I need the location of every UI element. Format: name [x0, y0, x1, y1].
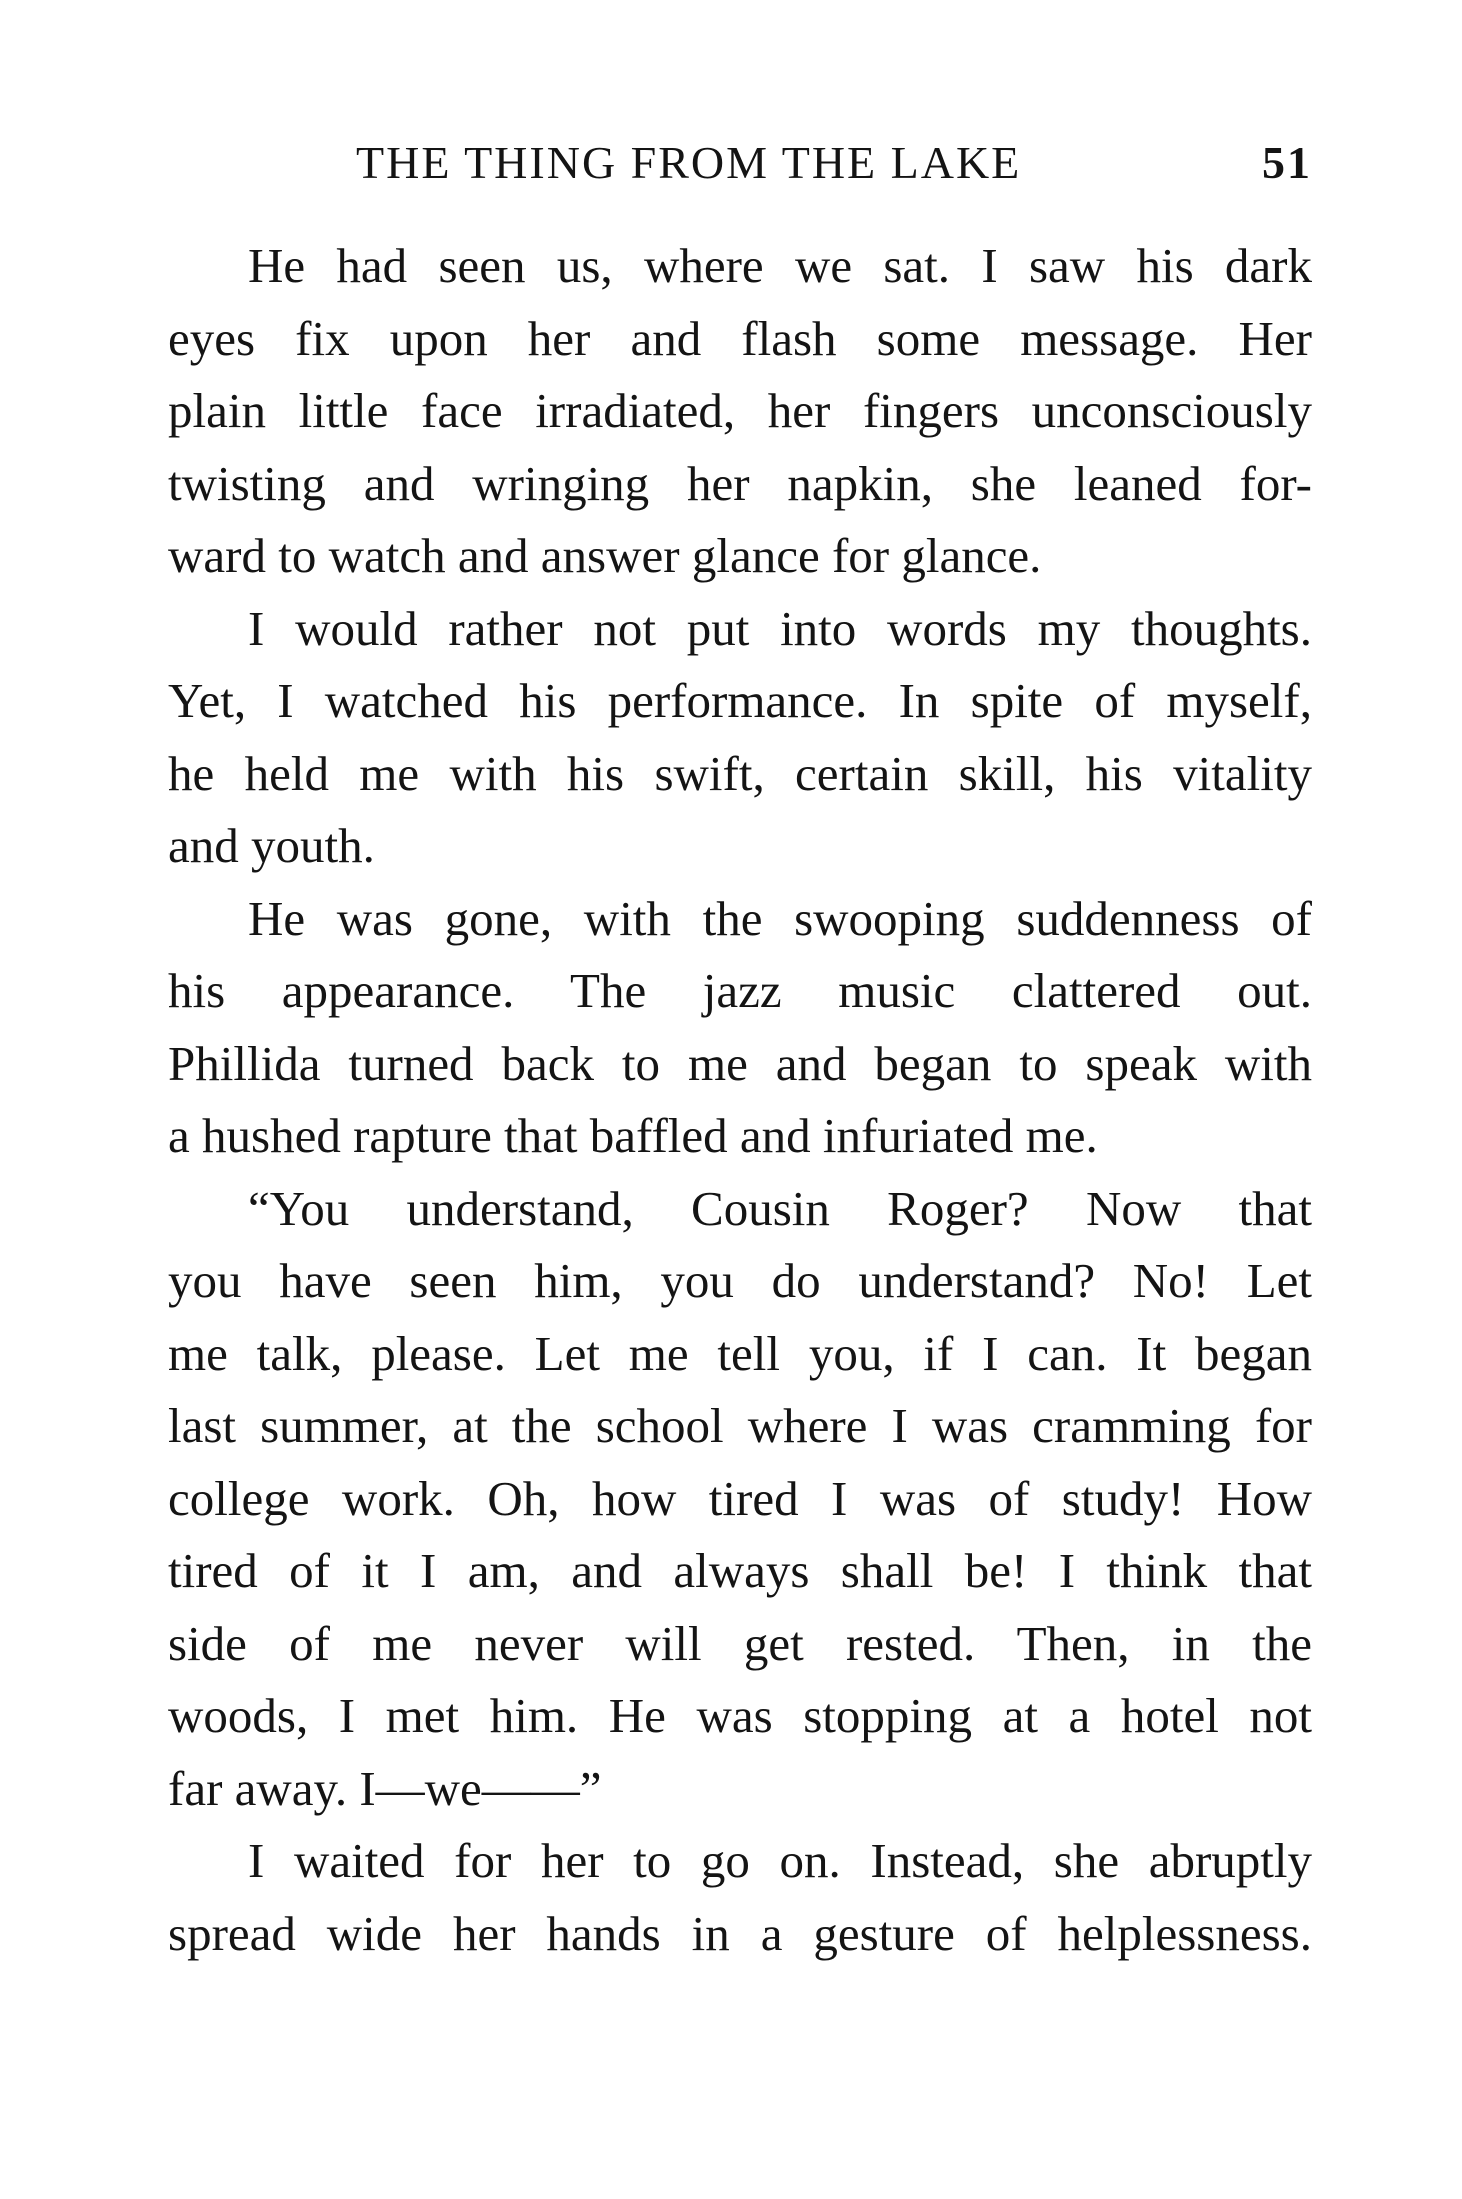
paragraph	[168, 593, 1312, 883]
paragraph	[168, 1173, 1312, 1826]
text-line: ward to watch and answer glance for glance.	[168, 528, 1042, 583]
text-line: college work. Oh, how tired I was of study! How	[168, 1470, 1312, 1526]
text-line: spread wide her hands in a gesture of helplessness.	[168, 1905, 1312, 1961]
text-line: you have seen him, you do understand? No! Let	[168, 1253, 1312, 1308]
text-line: He had seen us, where we sat. I saw his dark	[248, 238, 1312, 293]
text-line: “You understand, Cousin Roger? Now that	[248, 1180, 1312, 1236]
text-line: far away. I—we——”	[168, 1760, 602, 1816]
text-line: tired of it I am, and always shall be! I think that	[168, 1543, 1312, 1598]
text-line: He was gone, with the swooping suddenness of	[248, 890, 1312, 946]
text-line: twisting and wringing her napkin, she leaned for-	[168, 455, 1312, 511]
text-line: his appearance. The jazz music clattered out.	[168, 963, 1312, 1018]
text-line: me talk, please. Let me tell you, if I can. It began	[168, 1325, 1312, 1381]
body-text	[168, 230, 1312, 1970]
text-line: last summer, at the school where I was cramming for	[168, 1398, 1312, 1453]
paragraph	[168, 883, 1312, 1173]
text-line: eyes fix upon her and flash some message. Her	[168, 310, 1312, 366]
text-line: and youth.	[168, 818, 375, 873]
text-line: woods, I met him. He was stopping at a hotel not	[168, 1688, 1312, 1743]
text-line: Phillida turned back to me and began to speak with	[168, 1035, 1312, 1091]
text-line: Yet, I watched his performance. In spite of myself,	[168, 673, 1312, 728]
paragraph	[168, 230, 1312, 593]
text-line: plain little face irradiated, her fingers unconsciously	[168, 383, 1312, 438]
paragraph	[168, 1825, 1312, 1970]
text-line: he held me with his swift, certain skill, his vitality	[168, 745, 1312, 801]
running-head-title: THE THING FROM THE LAKE	[356, 137, 1022, 188]
text-line: a hushed rapture that baffled and infuriated me.	[168, 1108, 1098, 1163]
running-head	[168, 136, 1312, 196]
text-line: I waited for her to go on. Instead, she abruptly	[248, 1833, 1312, 1888]
text-line: side of me never will get rested. Then, in the	[168, 1615, 1312, 1671]
page-number: 51	[1262, 137, 1312, 188]
text-line: I would rather not put into words my thoughts.	[248, 600, 1312, 656]
